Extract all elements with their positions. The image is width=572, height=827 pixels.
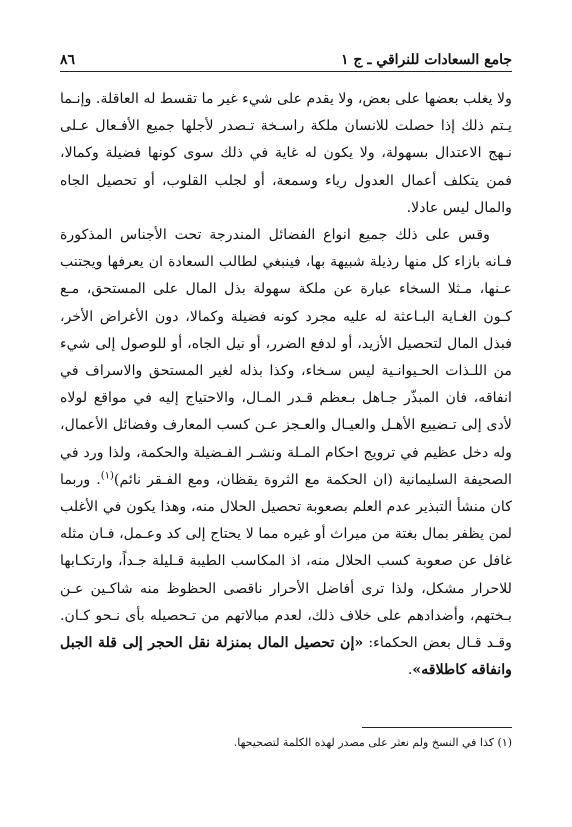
footnote-reference[interactable]: (١): [100, 470, 114, 482]
paragraph-1: [60, 86, 512, 222]
page-number: ٨٦: [60, 52, 76, 68]
paragraph-2-end: .: [407, 662, 413, 679]
book-title: جامع السعادات للنراقي ـ ج ١: [341, 52, 512, 68]
closing-quote: «إن تحصيل المال بمنزلة نقل الحجر إلى قلة الجبل وانفاقه كاطلاقه»: [60, 635, 512, 679]
footnote-divider: [362, 727, 512, 728]
footnote-text: (١) كذا في النسخ ولم نعثر على مصدر لهذه الكلمة لتصحيحها.: [233, 736, 512, 749]
paragraph-2-text-after-ref: . وربما كان منشأ التبذير عدم العلم بصعوبة تحصيل الحلال منه، وهذا يكون في الأغلب لمن يظفر بمال بغتة من ميراث أو غيره مما لا يحتاج إلى كد وعـمل، فـان مثله غافل عن صعوبة كسب الحلال منه، اذ المكاسب الطيبة قـليلة جـداً، وارتكـابها للاحرار مشكل، ولذا ترى أفاضل الأحرار ناقصى الحظوظ منه شاكـين عـن بـختهم، وأضدادهم على خلاف ذلك، لعدم مبالاتهم من تـحصيله بأى نـحو كـان. وقـد قـال بعض الحكماء:: [60, 471, 512, 652]
header-divider: [60, 71, 512, 72]
paragraph-2: [60, 222, 512, 684]
paragraph-1-text: ولا يغلب بعضها على بعض، ولا يقدم على شيء غير ما تقسط له العاقلة. وإنـما يـتم ذلك إذا حصلت للانسان ملكة راسـخة تـصدر لأجلها جميع الأفـعال عـلى نـهج الاعتدال بسهولة، ولا يكون له غاية في ذلك سوى كونها فضيلة وكمالا، فمن يتكلف أعمال العدول رياء وسمعة، أو لجلب القلوب، أو تحصيل الجاه والمال ليس عادلا.: [60, 91, 512, 216]
paragraph-2-text-before-ref: وقس على ذلك جميع انواع الفضائل المندرجة تحت الأجناس المذكورة فـانه بازاء كل منها رذيلة شبيهة بها، فينبغي لطالب السعادة ان يعرفها ويجتنب عـنها، مـثلا السخاء عبارة عن ملكة سهولة بذل المال على المستحق، مـع كـون الغـاية البـاعثة له عليه مجرد كونه فضيلة وكمالا، دون الأغراض الأخر، فبذل المال لتحصيل الأزيد، أو لدفع الضرر، أو نيل الجاه، أو للوصول إلى شيء من اللـذات الحـيوانـية ليس سـخاء، وكذا بذله لغير المستحق والاسراف في انفاقه، فان المبذّر جـاهل بـعظم قـدر المـال، والاحتياج إليه في مواقع لولاه لأدى إلى تـضييع الأهـل والعيـال والعـجز عـن كسب المعارف وفضائل الأعمال، وله دخل عظيم في ترويج احكام المـلة ونشـر الفـضيلة والحكمة، ولذا ورد في الصحيفة السليمانية (ان الحكمة مع الثروة يقظان، ومع الفـقر نائم): [60, 227, 512, 488]
main-text: [60, 86, 512, 684]
page-header: [60, 42, 512, 68]
footnote: [60, 735, 512, 751]
